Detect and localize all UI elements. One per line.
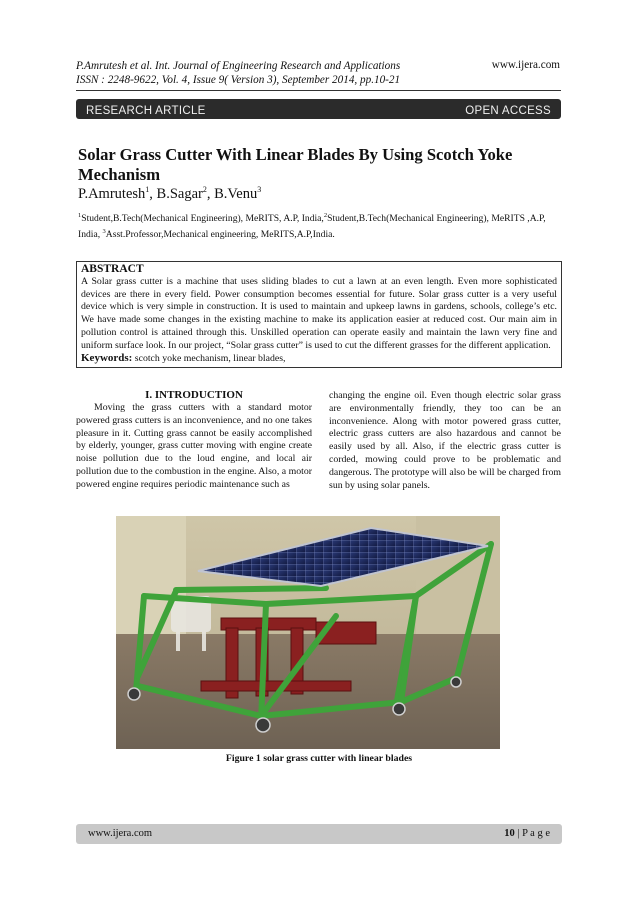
journal-issn: ISSN : 2248-9622, Vol. 4, Issue 9( Version 3), September 2014, pp.10-21 <box>76 74 401 86</box>
keywords-label: Keywords: <box>81 352 133 365</box>
solar-grass-cutter-photo <box>116 516 500 749</box>
intro-left-column <box>76 389 312 492</box>
page-number: 10 | P a g e <box>504 828 550 839</box>
abstract-heading: ABSTRACT <box>81 263 144 275</box>
intro-right-column: changing the engine oil. Even though electric solar grass are environmentally friendly, they too can be an inconvenience. Along with motor powered grass cutter, electric grass cutters are also hazardous and cannot be easily used by all. Also, if the electric grass cutter is corded, mowing could prove to be problematic and dangerous. The prototype will also be will be charged from sun by using solar panels. <box>329 390 561 491</box>
author-list: P.Amrutesh$^1$, B.Sagar$^2$, B.Venu$^3$ <box>78 185 262 202</box>
intro-paragraph: Moving the grass cutters with a standard motor powered grass cutters is an inconvenience, and no one takes pleasure in it. Cutting grass cannot be easily accomplished by elderly, younger, grass cutter moving with engine create noise pollution due to the loud engine, and local air pollution due to the combustion in the engine. Also, a motor powered engine requires periodic maintenance such as <box>76 402 312 490</box>
keywords <box>81 352 557 365</box>
page-footer <box>76 824 562 844</box>
banner-open-access: OPEN ACCESS <box>465 105 551 117</box>
author-name: P.Amrutesh <box>78 185 146 202</box>
footer-website[interactable]: www.ijera.com <box>88 828 153 839</box>
figure-caption: Figure 1 solar grass cutter with linear blades <box>225 753 413 764</box>
author-name: B.Sagar <box>156 185 203 202</box>
affiliations: $^1$Student,B.Tech(Mechanical Engineering), MeRITS, A.P, India,$^2$Student,B.Tech(Mechanical Engineering), MeRITS ,A.P, India, $^3$Asst.Professor,Mechanical engineering, MeRITS,A.P,India. <box>78 212 546 241</box>
abstract-box <box>76 261 562 368</box>
banner-research-article: RESEARCH ARTICLE <box>86 105 206 117</box>
section-heading: I. INTRODUCTION <box>145 389 243 401</box>
article-banner <box>76 99 561 119</box>
keywords-text: scotch yoke mechanism, linear blades, <box>134 353 286 365</box>
figure-solar-grass-cutter <box>116 516 500 749</box>
header-divider <box>76 90 561 91</box>
header-website[interactable]: www.ijera.com <box>491 59 560 71</box>
paper-title: Solar Grass Cutter With Linear Blades By Using Scotch Yoke Mechanism <box>78 145 513 184</box>
abstract-text: A Solar grass cutter is a machine that uses sliding blades to cut a lawn at an even length. Even more sophisticated devices are there in every field. Power consumption becomes essential for future. Solar grass cutter is a very useful device which is very simple in construction. It is used to maintain and upkeep lawns in gardens, schools, college’s etc. We have made some changes in the existing machine to make its application easier at reduced cost. Our main aim in pollution control is attained through this. Unskilled operation can operate easily and maintain the lawn very fine and uniform surface look. In our project, “Solar grass cutter” is used to cut the different grasses for the different application. <box>81 276 557 351</box>
journal-header <box>76 59 496 87</box>
journal-citation: P.Amrutesh et al. Int. Journal of Engineering Research and Applications <box>76 60 401 72</box>
author-name: B.Venu <box>214 185 258 202</box>
